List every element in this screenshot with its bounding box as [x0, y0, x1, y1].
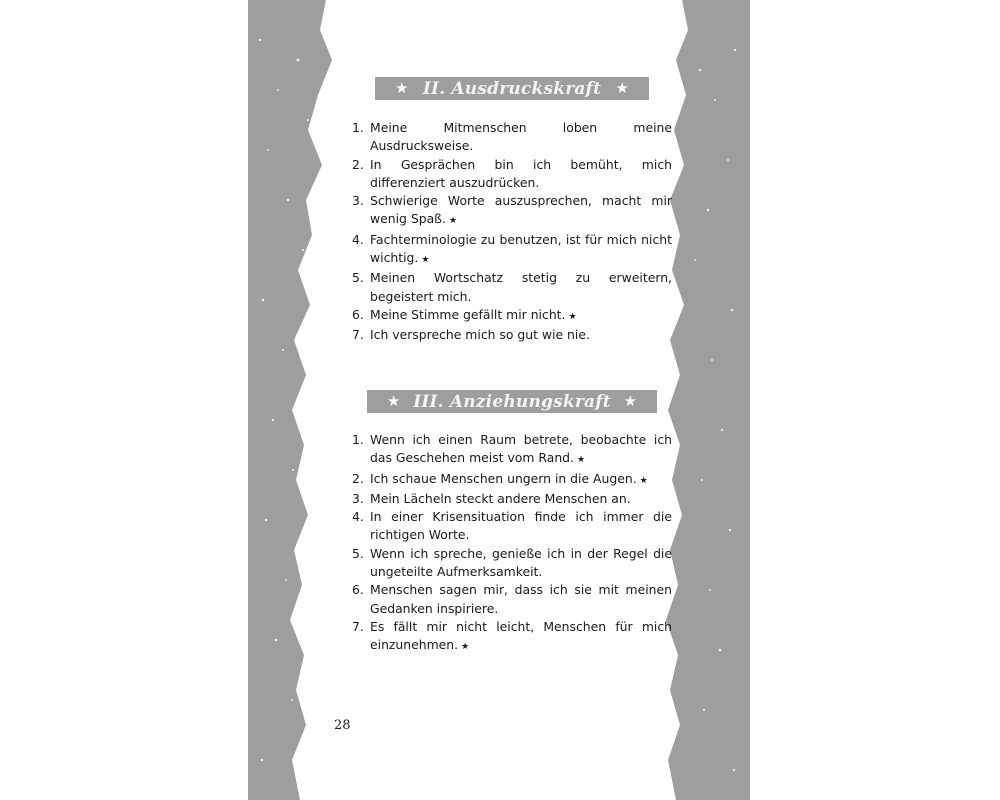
- item-text: Wenn ich einen Raum betrete, beobachte ich das Geschehen meist vom Rand.: [370, 432, 672, 466]
- list-item: [352, 119, 672, 156]
- item-number: 7.: [352, 327, 364, 343]
- item-number: 3.: [352, 490, 364, 506]
- list-item: [352, 490, 672, 508]
- star-icon: ★: [615, 79, 629, 97]
- star-mark-icon: ★: [568, 311, 577, 322]
- list-item: [352, 269, 672, 306]
- item-number: 4.: [352, 231, 364, 247]
- list-item: [352, 431, 672, 470]
- item-number: 1.: [352, 120, 364, 135]
- list-item: [352, 581, 672, 618]
- section-heading: [367, 390, 657, 413]
- list-item: [352, 470, 672, 490]
- item-text: Es fällt mir nicht leicht, Menschen für mich einzunehmen.: [370, 618, 672, 653]
- item-number: 5.: [352, 545, 364, 561]
- section-heading: [375, 77, 649, 100]
- list-item: [352, 326, 672, 344]
- star-icon: ★: [395, 79, 409, 97]
- page-number: 28: [334, 718, 351, 733]
- star-mark-icon: ★: [639, 475, 648, 486]
- item-number: 6.: [352, 582, 364, 598]
- item-text: Meine Stimme gefällt mir nicht.: [370, 306, 566, 322]
- item-text: Fachterminologie zu benutzen, ist für mich nicht wichtig.: [370, 231, 672, 266]
- item-text: In einer Krisensituation finde ich immer die richtigen Worte.: [370, 509, 672, 543]
- list-item: [352, 306, 672, 326]
- item-text: Meinen Wortschatz stetig zu erweitern, begeistert mich.: [370, 270, 672, 304]
- statement-list: [352, 119, 672, 345]
- star-mark-icon: ★: [421, 255, 430, 266]
- statement-list: [352, 431, 672, 657]
- item-text: Ich verspreche mich so gut wie nie.: [370, 327, 590, 343]
- left-speckled-border: [248, 0, 358, 800]
- star-mark-icon: ★: [448, 216, 458, 227]
- list-item: [352, 156, 672, 193]
- section-title: III. Anziehungskraft: [413, 391, 611, 412]
- item-number: 3.: [352, 193, 364, 209]
- item-text: Menschen sagen mir, dass ich sie mit meinen Gedanken inspiriere.: [370, 582, 672, 616]
- star-icon: ★: [623, 392, 637, 410]
- item-text: Mein Lächeln steckt andere Menschen an.: [370, 490, 631, 506]
- item-text: Wenn ich spreche, genieße ich in der Regel die ungeteilte Aufmerksamkeit.: [370, 545, 672, 580]
- item-number: 2.: [352, 156, 364, 172]
- item-text: Ich schaue Menschen ungern in die Augen.: [370, 470, 637, 486]
- book-page: [248, 0, 750, 800]
- item-text: Meine Mitmenschen loben meine Ausdrucksweise.: [370, 120, 672, 154]
- item-number: 4.: [352, 509, 364, 525]
- list-item: [352, 508, 672, 545]
- item-number: 5.: [352, 270, 364, 286]
- star-mark-icon: ★: [577, 455, 586, 466]
- star-mark-icon: ★: [461, 642, 470, 653]
- item-number: 2.: [352, 470, 364, 486]
- list-item: [352, 545, 672, 582]
- list-item: [352, 231, 672, 270]
- list-item: [352, 618, 672, 657]
- item-number: 6.: [352, 306, 364, 322]
- section-title: II. Ausdruckskraft: [422, 78, 602, 99]
- item-text: Schwierige Worte auszusprechen, macht mir wenig Spaß.: [370, 193, 672, 227]
- item-number: 1.: [352, 432, 364, 447]
- item-number: 7.: [352, 618, 364, 634]
- item-text: In Gesprächen bin ich bemüht, mich differenziert auszudrücken.: [370, 156, 672, 190]
- star-icon: ★: [387, 392, 401, 410]
- list-item: [352, 192, 672, 231]
